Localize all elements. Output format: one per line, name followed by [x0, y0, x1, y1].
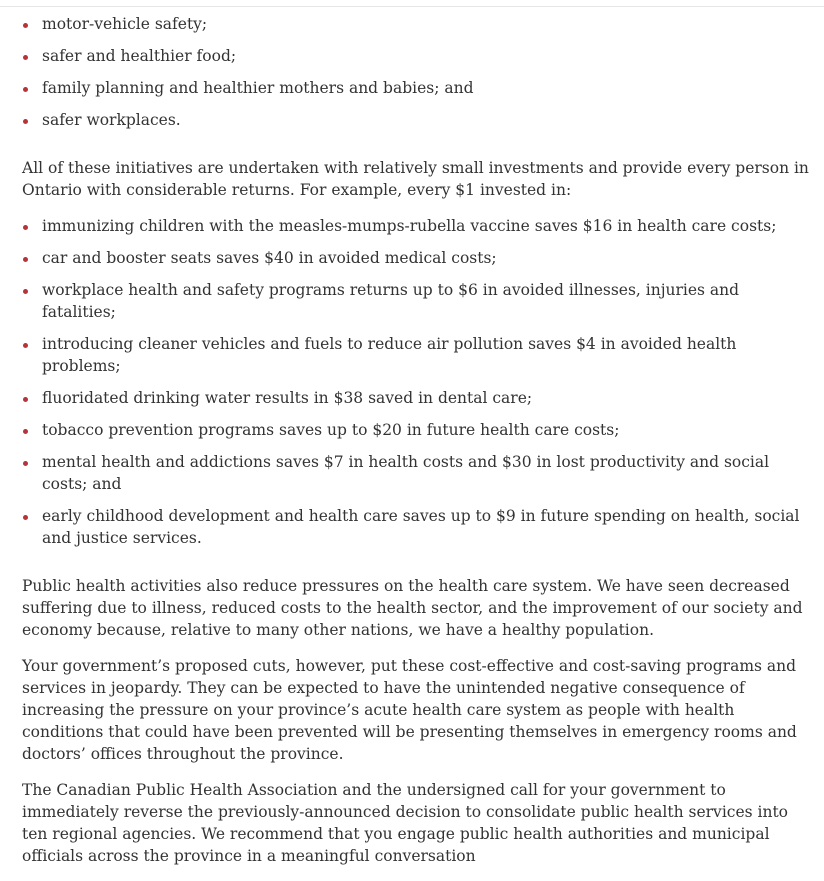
list-item-text: safer workplaces.: [42, 111, 181, 129]
bullet-icon: [23, 87, 28, 92]
list-item: [22, 333, 812, 377]
list-item: [22, 109, 812, 131]
investments-list: [22, 215, 812, 549]
list-item-text: tobacco prevention programs saves up to $20 in future health care costs;: [42, 421, 620, 439]
bullet-icon: [23, 343, 28, 348]
paragraph-health-pressures: Public health activities also reduce pressures on the health care system. We have seen decreased suffering due to illness, reduced costs to the health sector, and the improvement of our society and economy because, relative to many other nations, we have a healthy population.: [22, 577, 803, 639]
paragraph-proposed-cuts: Your government’s proposed cuts, however, put these cost-effective and cost-saving programs and services in jeopardy. They can be expected to have the unintended negative consequence of increasing the pressure on your province’s acute health care system as people with health conditions that could have been prevented will be presenting themselves in emergency rooms and doctors’ offices throughout the province.: [22, 657, 797, 763]
bullet-icon: [23, 429, 28, 434]
list-item-text: car and booster seats saves $40 in avoided medical costs;: [42, 249, 497, 267]
top-divider: [0, 6, 824, 7]
bullet-icon: [23, 289, 28, 294]
list-item: [22, 215, 812, 237]
bullet-icon: [23, 225, 28, 230]
list-item: [22, 419, 812, 441]
list-item-text: early childhood development and health care saves up to $9 in future spending on health, social and justice services.: [42, 507, 800, 547]
paragraph-call-to-action: The Canadian Public Health Association and the undersigned call for your government to immediately reverse the previously-announced decision to consolidate public health services into ten regional agencies. We recommend that you engage public health authorities and municipal officials across the province in a meaningful conversation: [22, 781, 789, 865]
list-item: [22, 505, 812, 549]
list-item: [22, 77, 812, 99]
bullet-icon: [23, 397, 28, 402]
bullet-icon: [23, 461, 28, 466]
list-item-text: immunizing children with the measles-mumps-rubella vaccine saves $16 in health care costs;: [42, 217, 777, 235]
list-item: [22, 387, 812, 409]
list-item: [22, 279, 812, 323]
list-item-text: fluoridated drinking water results in $38 saved in dental care;: [42, 389, 533, 407]
initiatives-list: [22, 13, 812, 131]
bullet-icon: [23, 55, 28, 60]
list-item-text: family planning and healthier mothers and babies; and: [42, 79, 474, 97]
bullet-icon: [23, 23, 28, 28]
article-body: [22, 13, 812, 881]
bullet-icon: [23, 515, 28, 520]
list-item: [22, 45, 812, 67]
list-item: [22, 247, 812, 269]
bullet-icon: [23, 119, 28, 124]
list-item-text: safer and healthier food;: [42, 47, 237, 65]
list-item-text: introducing cleaner vehicles and fuels to reduce air pollution saves $4 in avoided health problems;: [42, 335, 737, 375]
bullet-icon: [23, 257, 28, 262]
list-item-text: workplace health and safety programs returns up to $6 in avoided illnesses, injuries and fatalities;: [42, 281, 740, 321]
intro-paragraph: All of these initiatives are undertaken with relatively small investments and provide every person in Ontario with considerable returns. For example, every $1 invested in:: [22, 159, 809, 199]
list-item-text: mental health and addictions saves $7 in health costs and $30 in lost productivity and social costs; and: [42, 453, 770, 493]
list-item: [22, 13, 812, 35]
list-item: [22, 451, 812, 495]
list-item-text: motor-vehicle safety;: [42, 15, 208, 33]
